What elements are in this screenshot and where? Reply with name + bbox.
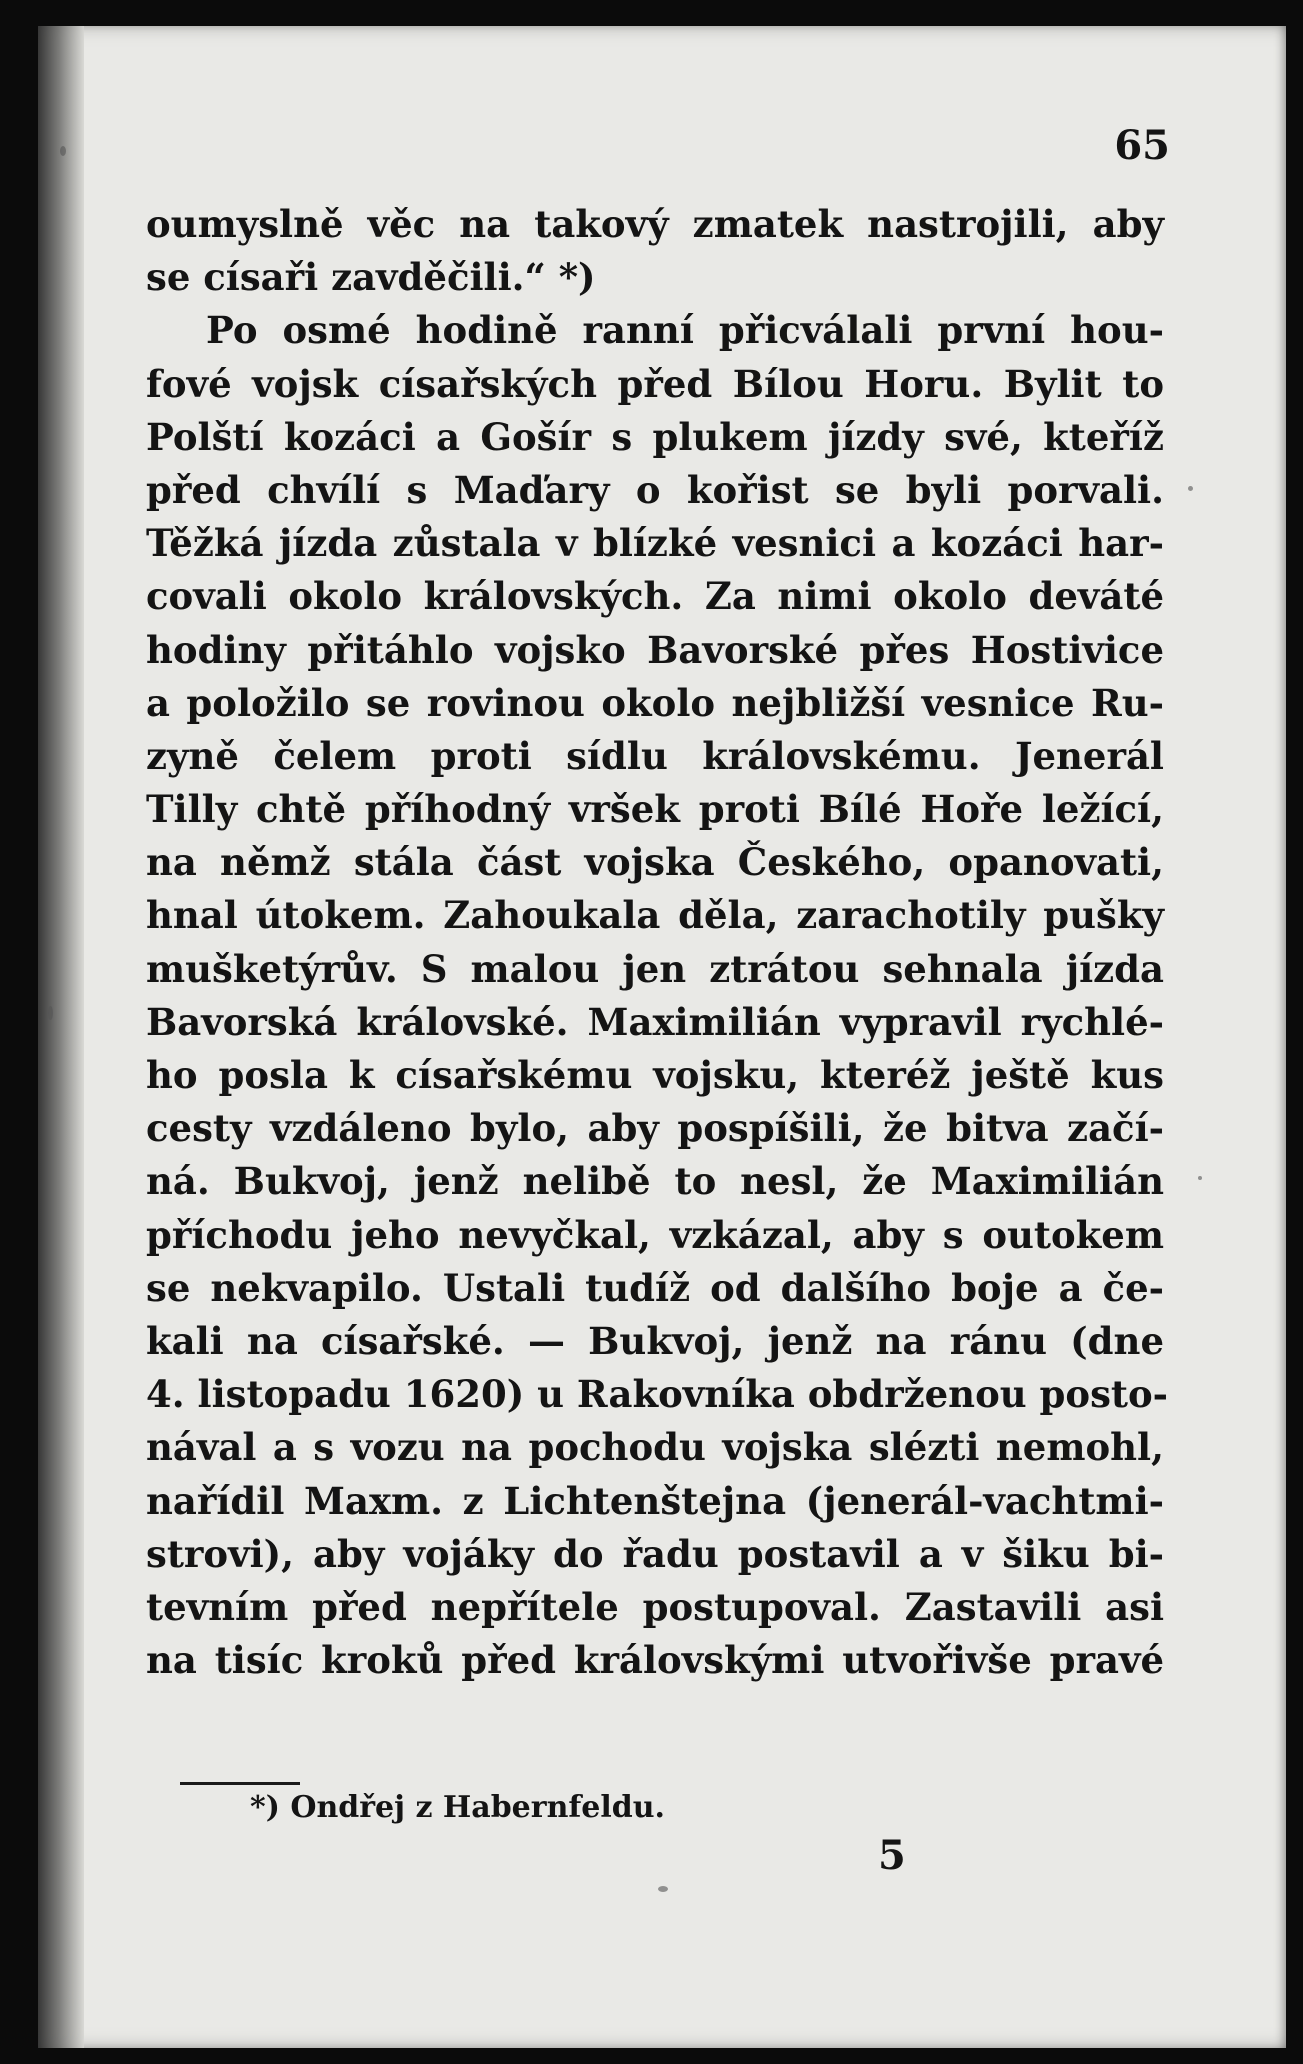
text-line: příchodu jeho nevyčkal, vzkázal, aby s outokem bbox=[146, 1212, 1164, 1257]
text-line: fové vojsk císařských před Bílou Horu. Bylit to bbox=[146, 361, 1164, 406]
text-line: ná. Bukvoj, jenž nelibě to nesl, že Maximilián bbox=[146, 1159, 1164, 1204]
text-line: cesty vzdáleno bylo, aby pospíšili, že bitva začí- bbox=[146, 1106, 1164, 1151]
text-line: covali okolo královských. Za nimi okolo deváté bbox=[146, 574, 1164, 619]
text-line: Po osmé hodině ranní přicválali první hou- bbox=[206, 308, 1164, 353]
text-line: se císaři zavděčili.“ *) bbox=[146, 255, 596, 300]
text-line: Bavorská královské. Maximilián vypravil rychlé- bbox=[146, 999, 1164, 1044]
text-line: nařídil Maxm. z Lichtenštejna (jenerál-vachtmi- bbox=[146, 1478, 1164, 1523]
page-gutter-shadow bbox=[38, 26, 84, 2048]
text-line: na tisíc kroků před královskými utvořivše pravé bbox=[146, 1638, 1164, 1683]
book-page bbox=[38, 26, 1286, 2048]
footnote-rule bbox=[180, 1782, 300, 1785]
text-line: Tilly chtě příhodný vršek proti Bílé Hoře ležící, bbox=[146, 787, 1164, 832]
text-line: strovi), aby vojáky do řadu postavil a v šiku bi- bbox=[146, 1531, 1164, 1576]
text-line: na němž stála část vojska Českého, opanovati, bbox=[146, 840, 1164, 885]
text-line: Těžká jízda zůstala v blízké vesnici a kozáci har- bbox=[146, 521, 1164, 566]
text-line: a položilo se rovinou okolo nejbližší vesnice Ru- bbox=[146, 680, 1164, 725]
text-line: tevním před nepřítele postupoval. Zastavili asi bbox=[146, 1584, 1164, 1629]
text-line: mušketýrův. S malou jen ztrátou sehnala jízda bbox=[146, 946, 1164, 991]
scan-speck bbox=[658, 1886, 668, 1892]
text-line: hnal útokem. Zahoukala děla, zarachotily pušky bbox=[146, 893, 1164, 938]
text-line: zyně čelem proti sídlu královskému. Jenerál bbox=[146, 733, 1164, 778]
body-text bbox=[146, 198, 1169, 1687]
text-line: před chvílí s Maďary o kořist se byli porvali. bbox=[146, 467, 1164, 512]
scan-speck bbox=[60, 146, 66, 156]
scan-speck bbox=[1188, 486, 1193, 491]
text-line: hodiny přitáhlo vojsko Bavorské přes Hostivice bbox=[146, 627, 1164, 672]
text-line: se nekvapilo. Ustali tudíž od dalšího boje a če- bbox=[146, 1265, 1164, 1310]
text-line: kali na císařské. — Bukvoj, jenž na ránu (dne bbox=[146, 1318, 1164, 1363]
scan-speck bbox=[1198, 1176, 1202, 1180]
text-line: Polští kozáci a Gošír s plukem jízdy své, kteříž bbox=[146, 414, 1164, 459]
text-line: oumyslně věc na takový zmatek nastrojili, aby bbox=[146, 202, 1164, 246]
text-line: ho posla k císařskému vojsku, kteréž ještě kus bbox=[146, 1053, 1164, 1097]
text-line: nával a s vozu na pochodu vojska slézti nemohl, bbox=[146, 1425, 1164, 1470]
page-number: 65 bbox=[1114, 122, 1170, 169]
signature-mark: 5 bbox=[878, 1832, 906, 1879]
footnote: *) Ondřej z Habernfeldu. bbox=[250, 1790, 666, 1825]
scan-speck bbox=[48, 1006, 53, 1020]
text-line: 4. listopadu 1620) u Rakovníka obdrženou posto- bbox=[146, 1372, 1169, 1417]
